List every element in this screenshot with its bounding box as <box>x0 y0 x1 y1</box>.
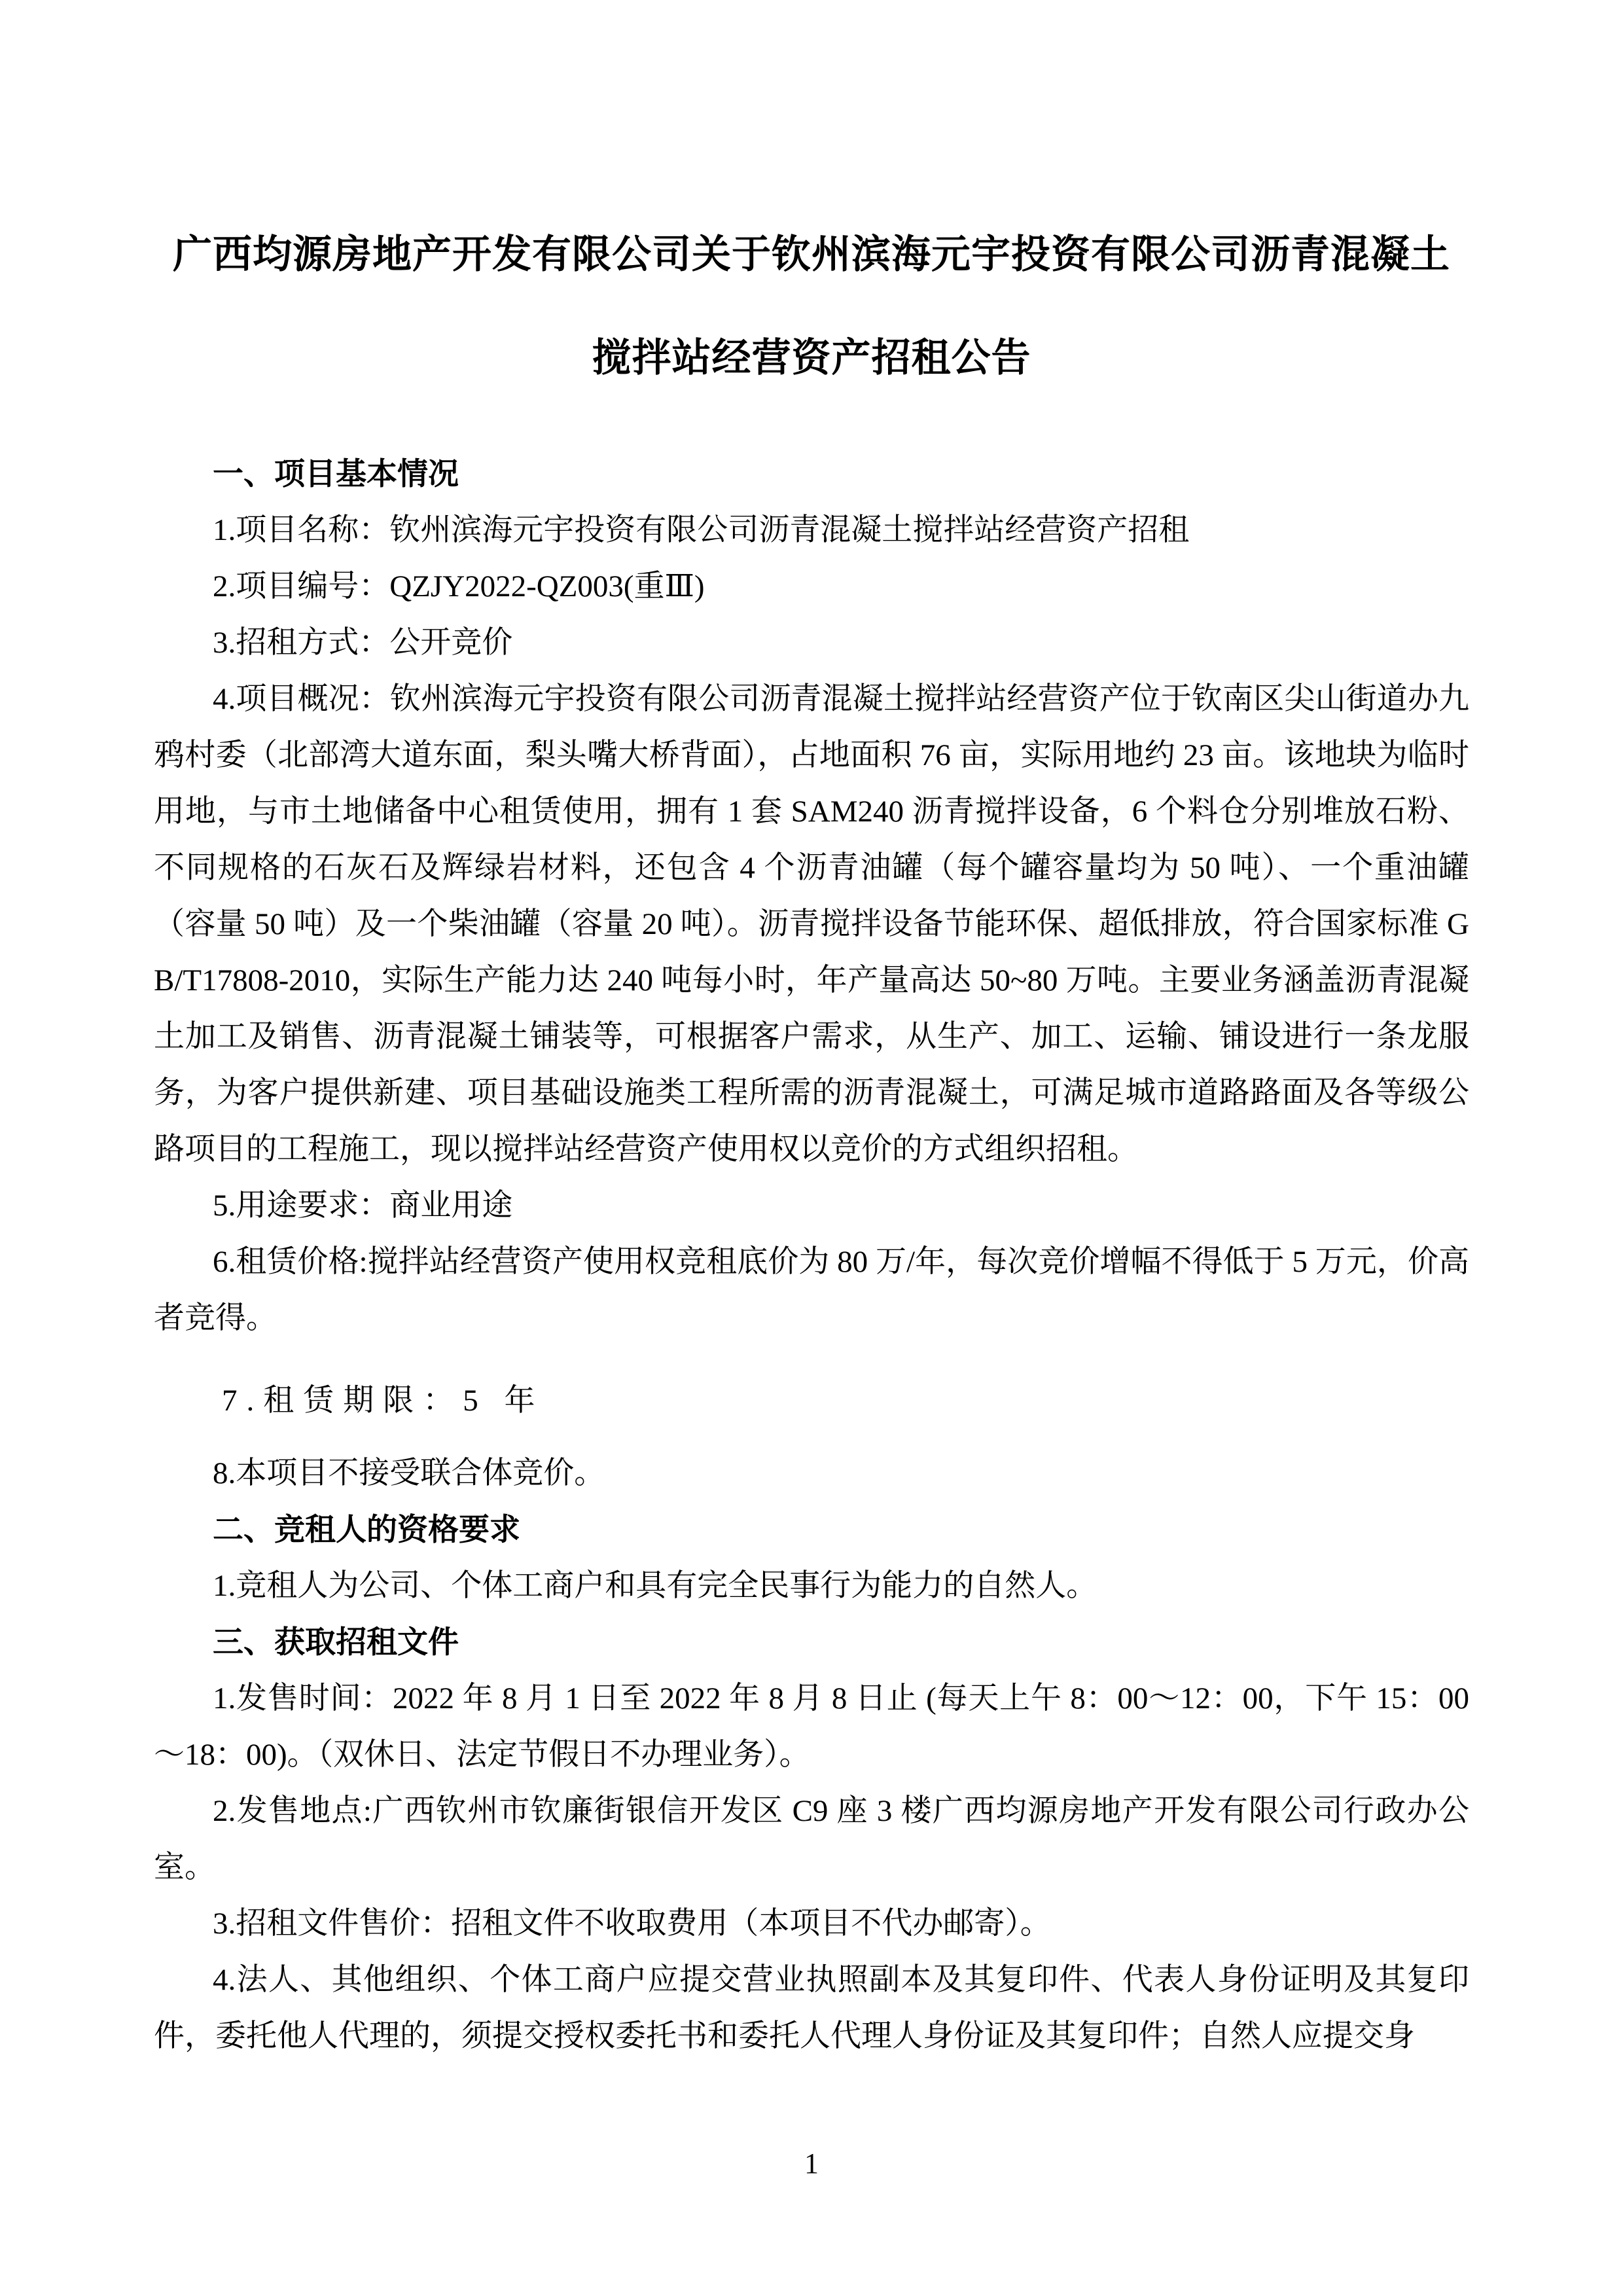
page-number: 1 <box>804 2147 819 2179</box>
section-heading-obtain-documents: 三、获取招租文件 <box>213 1624 459 1659</box>
para-project-code: 2.项目编号：QZJY2022-QZ003(重Ⅲ) <box>213 569 705 603</box>
para-document-price: 3.招租文件售价：招租文件不收取费用（本项目不代办邮寄）。 <box>213 1907 1051 1941</box>
para-no-consortium-bidding: 8.本项目不接受联合体竞价。 <box>213 1456 605 1490</box>
para-project-name: 1.项目名称：钦州滨海元宇投资有限公司沥青混凝土搅拌站经营资产招租 <box>213 513 1190 547</box>
para-project-overview: 4.项目概况：钦州滨海元宇投资有限公司沥青混凝土搅拌站经营资产位于钦南区尖山街道办九鸦村委（北部湾大道东面，梨头嘴大桥背面），占地面积 76 亩，实际用地约 23 亩。该地块为临时用地，与市土地储备中心租赁使用，拥有 1 套 SAM240 沥青搅拌设备，6 个料仓分别堆放石粉、不同规格的石灰石及辉绿岩材料，还包含 4 个沥青油罐（每个罐容量均为 50 吨）、一个重油罐（容量 50 吨）及一个柴油罐（容量 20 吨）。沥青搅拌设备节能环保、超低排放，符合国家标准 GB/T17808-2010，实际生产能力达 240 吨每小时，年产量高达 50~80 万吨。主要业务涵盖沥青混凝土加工及销售、沥青混凝土铺装等，可根据客户需求，从生产、加工、运输、铺设进行一条龙服务，为客户提供新建、项目基础设施类工程所需的沥青混凝土，可满足城市道路路面及各等级公路项目的工程施工，现以搅拌站经营资产使用权以竞价的方式组织招租。 <box>154 682 1469 1166</box>
para-rent-price: 6.租赁价格:搅拌站经营资产使用权竞租底价为 80 万/年，每次竞价增幅不得低于 5 万元，价高者竞得。 <box>154 1245 1469 1335</box>
section-heading-project-basics: 一、项目基本情况 <box>213 456 459 491</box>
para-lease-term: 7.租赁期限：5 年 <box>222 1384 544 1418</box>
para-bidder-qualification: 1.竞租人为公司、个体工商户和具有完全民事行为能力的自然人。 <box>213 1569 1097 1603</box>
para-required-documents: 4.法人、其他组织、个体工商户应提交营业执照副本及其复印件、代表人身份证明及其复印件，委托他人代理的，须提交授权委托书和委托人代理人身份证及其复印件；自然人应提交身 <box>154 1963 1469 2053</box>
document-body <box>154 446 1469 2064</box>
para-usage-requirement: 5.用途要求：商业用途 <box>213 1189 513 1223</box>
document-title: 广西均源房地产开发有限公司关于钦州滨海元宇投资有限公司沥青混凝土搅拌站经营资产招租公告 <box>173 233 1450 380</box>
section-heading-bidder-qualification: 二、竞租人的资格要求 <box>213 1512 520 1547</box>
para-rent-method: 3.招租方式：公开竞价 <box>213 626 513 660</box>
para-sale-time: 1.发售时间：2022 年 8 月 1 日至 2022 年 8 月 8 日止 (每天上午 8：00～12：00，下午 15：00～18：00)。（双休日、法定节假日不办理业务）。 <box>154 1681 1469 1772</box>
para-sale-location: 2.发售地点:广西钦州市钦廉街银信开发区 C9 座 3 楼广西均源房地产开发有限公司行政办公室。 <box>154 1794 1469 1884</box>
